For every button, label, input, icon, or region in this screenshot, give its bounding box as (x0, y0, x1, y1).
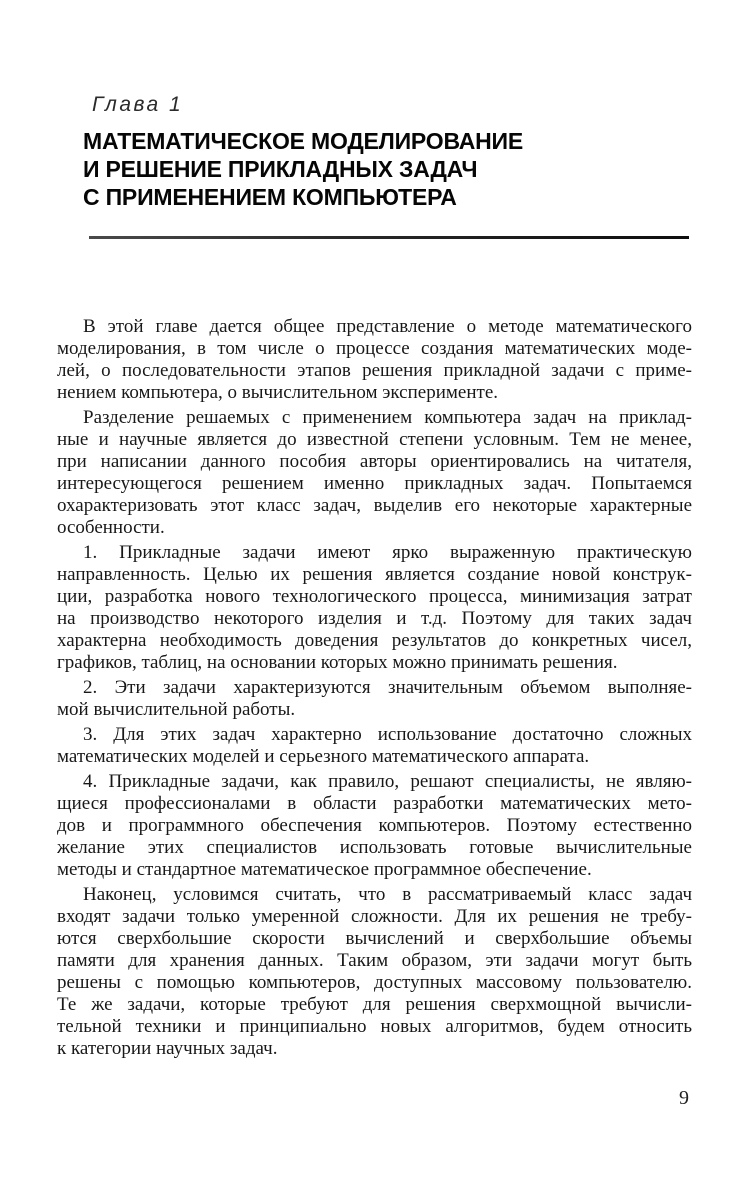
page-title-line-1: МАТЕМАТИЧЕСКОЕ МОДЕЛИРОВАНИЕ (83, 128, 524, 154)
text-line: графиков, таблиц, на основании которых можно принимать решения. (57, 652, 618, 673)
text-line: методы и стандартное математическое программное обеспечение. (57, 859, 592, 880)
body-text (57, 316, 692, 1060)
paragraph (57, 542, 692, 674)
page-title-line-3: С ПРИМЕНЕНИЕМ КОМПЬЮТЕРА (83, 184, 457, 210)
paragraph (57, 724, 692, 768)
text-line: дов и программного обеспечения компьютеров. Поэтому естественно (57, 815, 692, 836)
text-line: характерна необходимость доведения результатов до конкретных чисел, (57, 630, 692, 651)
text-line: математических моделей и серьезного математического аппарата. (57, 746, 590, 767)
text-line: интересующегося решением именно прикладных задач. Попытаемся (57, 473, 692, 494)
text-line: 2. Эти задачи характеризуются значительным объемом выполняе- (83, 677, 692, 698)
text-line: входят задачи только умеренной сложности. Для их решения не требу- (57, 906, 692, 927)
paragraph (57, 316, 692, 404)
divider-rule (89, 236, 689, 239)
text-line: охарактеризовать этот класс задач, выделив его некоторые характерные (57, 495, 692, 516)
paragraph (57, 677, 692, 721)
text-line: направленность. Целью их решения является создание новой конструк- (57, 564, 692, 585)
paragraph (57, 407, 692, 539)
text-line: лей, о последовательности этапов решения прикладной задачи с приме- (57, 360, 692, 381)
paragraph (57, 771, 692, 881)
text-line: желание этих специалистов использовать готовые вычислительные (57, 837, 692, 858)
text-line: особенности. (57, 517, 165, 538)
text-line: моделирования, в том числе о процессе создания математических моде- (57, 338, 692, 359)
text-line: щиеся профессионалами в области разработки математических мето- (57, 793, 692, 814)
text-line: на производство некоторого изделия и т.д. Поэтому для таких задач (57, 608, 692, 629)
text-line: тельной техники и принципиально новых алгоритмов, будем относить (57, 1016, 692, 1037)
text-line: 4. Прикладные задачи, как правило, решают специалисты, не являю- (83, 771, 692, 792)
page-title (83, 127, 523, 211)
text-line: Наконец, условимся считать, что в рассматриваемый класс задач (83, 884, 692, 905)
text-line: памяти для хранения данных. Таким образом, эти задачи могут быть (57, 950, 692, 971)
text-line: 1. Прикладные задачи имеют ярко выраженную практическую (83, 542, 692, 563)
text-line: Разделение решаемых с применением компьютера задач на приклад- (83, 407, 692, 428)
page-title-line-2: И РЕШЕНИЕ ПРИКЛАДНЫХ ЗАДАЧ (83, 156, 478, 182)
text-line: при написании данного пособия авторы ориентировались на читателя, (57, 451, 692, 472)
text-line: ции, разработка нового технологического процесса, минимизация затрат (57, 586, 692, 607)
text-line: 3. Для этих задач характерно использование достаточно сложных (83, 724, 692, 745)
paragraph (57, 884, 692, 1060)
text-line: ются сверхбольшие скорости вычислений и сверхбольшие объемы (57, 928, 692, 949)
text-line: мой вычислительной работы. (57, 699, 296, 720)
text-line: нением компьютера, о вычислительном эксперименте. (57, 382, 498, 403)
page-number: 9 (679, 1087, 689, 1109)
text-line: Те же задачи, которые требуют для решения сверхмощной вычисли- (57, 994, 692, 1015)
chapter-label: Глава 1 (92, 93, 184, 116)
text-line: к категории научных задач. (57, 1038, 278, 1059)
text-line: В этой главе дается общее представление о методе математического (83, 316, 692, 337)
text-line: ные и научные является до известной степени условным. Тем не менее, (57, 429, 692, 450)
text-line: решены с помощью компьютеров, доступных массовому пользователю. (57, 972, 692, 993)
